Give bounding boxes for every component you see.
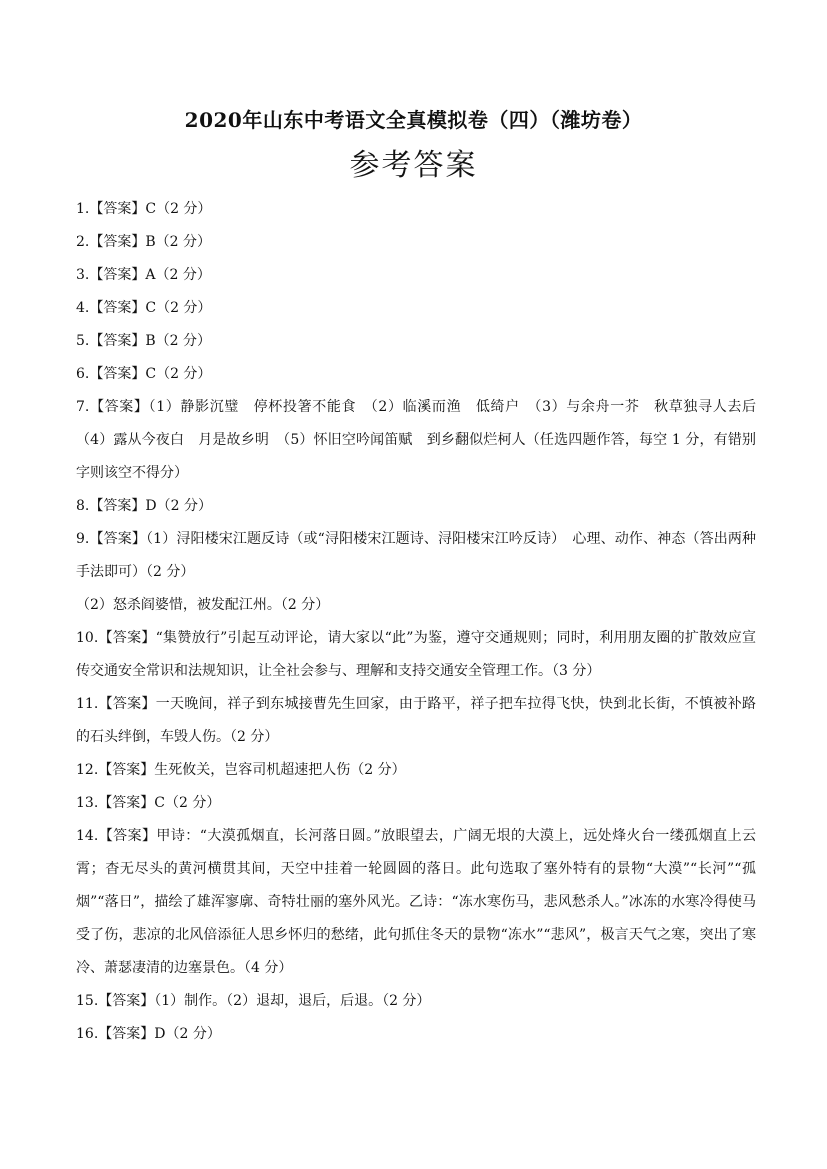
document-title: 2020年山东中考语文全真模拟卷（四）（潍坊卷） [184, 108, 643, 132]
answer-item-4: 4.【答案】C（2 分） [76, 300, 212, 316]
answer-item-10: 10.【答案】“集赞放行”引起互动评论，请大家以“此”为鉴，遵守交通规则；同时，利用朋友圈的扩散效应宣传交通安全常识和法规知识，让全社会参与、理解和支持交通安全管理工作。（3 分） [76, 630, 756, 679]
answer-item-8: 8.【答案】D（2 分） [76, 498, 212, 514]
answer-item-6: 6.【答案】C（2 分） [76, 366, 212, 382]
answer-item-13: 13.【答案】C（2 分） [76, 795, 221, 811]
answer-item-3: 3.【答案】A（2 分） [76, 267, 211, 283]
answer-item-2: 2.【答案】B（2 分） [76, 234, 212, 250]
answer-item-11: 11.【答案】一天晚间，祥子到东城接曹先生回家，由于路平，祥子把车拉得飞快，快到北长街，不慎被补路的石头绊倒，车毁人伤。（2 分） [76, 696, 756, 745]
answer-item-15: 15.【答案】（1）制作。（2）退却，退后，后退。（2 分） [76, 993, 431, 1009]
document-subtitle: 参考答案 [349, 148, 478, 183]
answer-item-1: 1.【答案】C（2 分） [76, 201, 212, 217]
answer-item-16: 16.【答案】D（2 分） [76, 1026, 221, 1042]
answer-item-9: 9.【答案】（1）浔阳楼宋江题反诗（或“浔阳楼宋江题诗、浔阳楼宋江吟反诗） 心理、动作、神态（答出两种手法即可）（2 分） [76, 531, 756, 580]
answer-list [76, 193, 770, 1051]
answer-item-7: 7.【答案】（1）静影沉璧 停杯投箸不能食 （2）临溪而渔 低绮户 （3）与余舟一芥 秋草独寻人去后 （4）露从今夜白 月是故乡明 （5）怀旧空吟闻笛赋 到乡翻似烂柯人（任选四题作答，每空 1 分，有错别字则该空不得分） [76, 399, 770, 481]
answer-item-9-part-2: （2）怒杀阎婆惜，被发配江州。（2 分） [76, 597, 330, 613]
answer-item-14: 14.【答案】甲诗：“大漠孤烟直，长河落日圆。”放眼望去，广阔无垠的大漠上，远处烽火台一缕孤烟直上云霄；杳无尽头的黄河横贯其间，天空中挂着一轮圆圆的落日。此句选取了塞外特有的景物“大漠”“长河”“孤烟”“落日”，描绘了雄浑寥廓、奇特壮丽的塞外风光。乙诗：“冻水寒伤马，悲风愁杀人。”冰冻的水寒冷得使马受了伤，悲凉的北风倍添征人思乡怀归的愁绪，此句抓住冬天的景物“冻水”“悲风”，极言天气之寒，突出了寒冷、萧瑟凄清的边塞景色。（4 分） [76, 828, 756, 976]
answer-item-12: 12.【答案】生死攸关，岂容司机超速把人伤（2 分） [76, 762, 406, 778]
answer-item-5: 5.【答案】B（2 分） [76, 333, 212, 349]
